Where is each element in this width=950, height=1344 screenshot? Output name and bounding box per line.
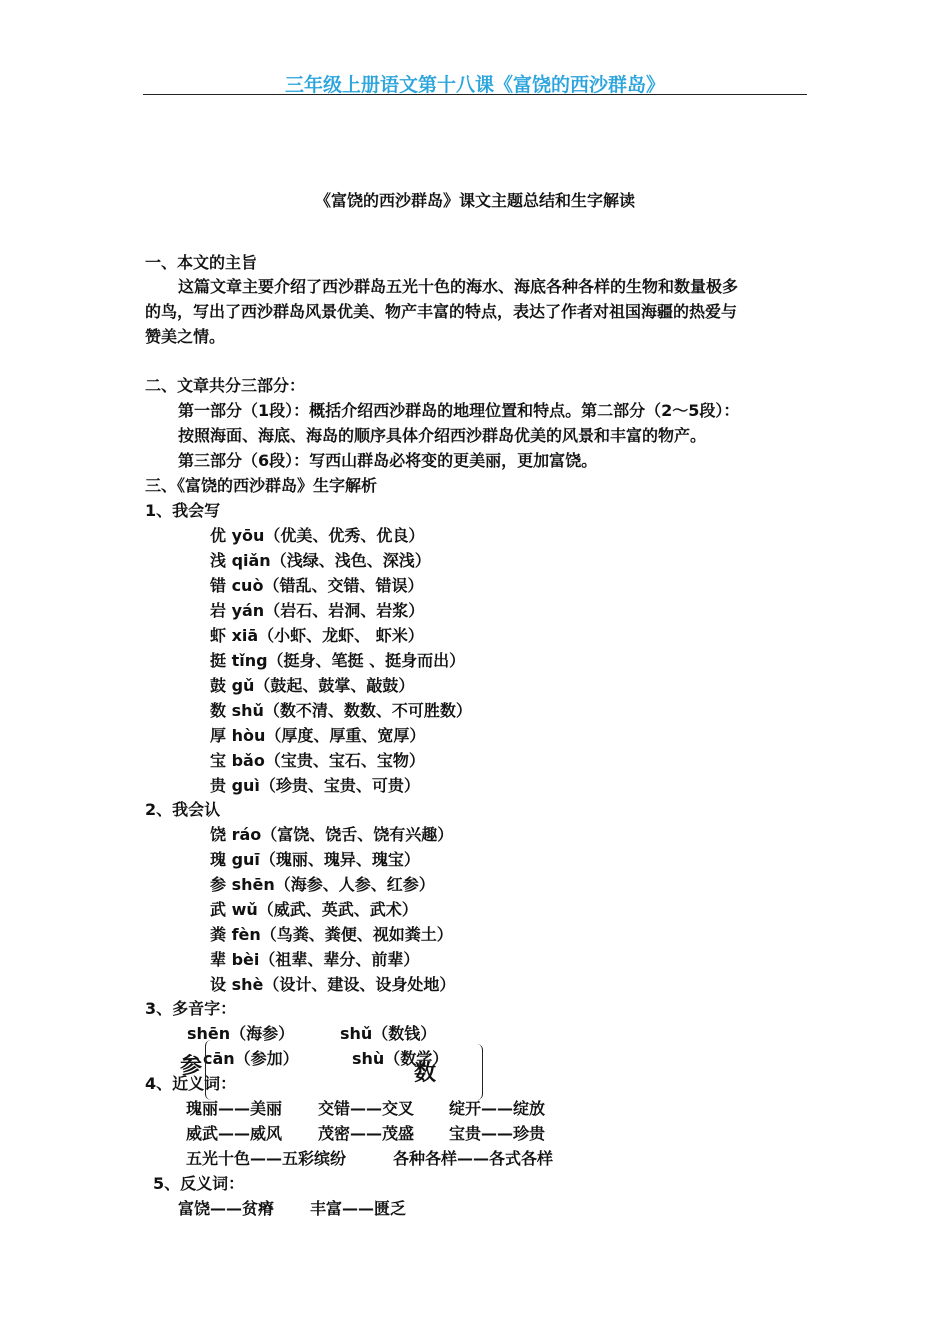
polyphone-shu-reading-2: shù（数学）	[352, 1049, 449, 1068]
write-item: 优 yōu（优美、优秀、优良）	[210, 526, 425, 545]
write-item: 虾 xiā（小虾、龙虾、 虾米）	[210, 626, 424, 645]
recognize-item: 辈 bèi（祖辈、辈分、前辈）	[210, 950, 420, 969]
header-title: 三年级上册语文第十八课《富饶的西沙群岛》	[284, 74, 665, 96]
polyphone-shu-reading-1: shǔ（数钱）	[340, 1024, 437, 1043]
synonym-pair: 绽开——绽放	[449, 1099, 546, 1118]
section2-line-2: 按照海面、海底、海岛的顺序具体介绍西沙群岛优美的风景和丰富的物产。	[178, 426, 707, 445]
section1-line-2: 的鸟，写出了西沙群岛风景优美、物产丰富的特点，表达了作者对祖国海疆的热爱与	[145, 302, 738, 321]
section3-heading: 三、《富饶的西沙群岛》生字解析	[145, 476, 378, 495]
write-item: 鼓 gǔ（鼓起、鼓掌、敲鼓）	[210, 676, 415, 695]
polyphone-char-can: 参	[180, 1054, 203, 1079]
write-item: 贵 guì（珍贵、宝贵、可贵）	[210, 776, 420, 795]
polyphone-can-reading-2: cān（参加）	[203, 1049, 299, 1068]
antonym-pair: 丰富——匮乏	[310, 1199, 407, 1218]
synonym-pair: 瑰丽——美丽	[186, 1099, 283, 1118]
antonym-pair: 富饶——贫瘠	[178, 1199, 275, 1218]
recognize-item: 武 wǔ（威武、英武、武术）	[210, 900, 418, 919]
section2-heading: 二、文章共分三部分：	[145, 376, 306, 395]
header-divider	[143, 94, 807, 95]
recognize-item: 瑰 guī（瑰丽、瑰异、瑰宝）	[210, 850, 420, 869]
antonyms-heading: 5、反义词：	[153, 1174, 245, 1193]
polyphone-can-reading-1: shēn（海参）	[187, 1024, 295, 1043]
write-item: 浅 qiǎn（浅绿、浅色、深浅）	[210, 551, 431, 570]
polyphone-brace-right	[472, 1044, 483, 1100]
synonyms-heading: 4、近义词：	[145, 1074, 237, 1093]
write-item: 岩 yán（岩石、岩洞、岩浆）	[210, 601, 425, 620]
section2-line-3: 第三部分（6段）：写西山群岛必将变的更美丽，更加富饶。	[178, 451, 598, 470]
write-item: 厚 hòu（厚度、厚重、宽厚）	[210, 726, 426, 745]
write-item: 数 shǔ（数不清、数数、不可胜数）	[210, 701, 472, 720]
write-heading: 1、我会写	[145, 501, 221, 520]
section1-line-3: 赞美之情。	[145, 327, 226, 346]
write-item: 挺 tǐng（挺身、笔挺 、挺身而出）	[210, 651, 466, 670]
write-item: 宝 bǎo（宝贵、宝石、宝物）	[210, 751, 425, 770]
section1-heading: 一、本文的主旨	[145, 253, 258, 272]
section1-line-1: 这篇文章主要介绍了西沙群岛五光十色的海水、海底各种各样的生物和数量极多	[178, 277, 739, 296]
recognize-item: 设 shè（设计、建设、设身处地）	[210, 975, 456, 994]
synonym-pair: 宝贵——珍贵	[449, 1124, 546, 1143]
synonym-pair: 各种各样——各式各样	[393, 1149, 554, 1168]
write-item: 错 cuò（错乱、交错、错误）	[210, 576, 424, 595]
synonym-pair: 威武——威风	[186, 1124, 283, 1143]
polyphone-heading: 3、多音字：	[145, 999, 237, 1018]
recognize-item: 饶 ráo（富饶、饶舌、饶有兴趣）	[210, 825, 454, 844]
synonym-pair: 茂密——茂盛	[318, 1124, 415, 1143]
document-title: 《富饶的西沙群岛》课文主题总结和生字解读	[314, 191, 635, 210]
recognize-item: 粪 fèn（鸟粪、粪便、视如粪土）	[210, 925, 453, 944]
polyphone-char-shu: 数	[414, 1061, 437, 1086]
synonym-pair: 交错——交叉	[318, 1099, 415, 1118]
recognize-item: 参 shēn（海参、人参、红参）	[210, 875, 435, 894]
synonym-pair: 五光十色——五彩缤纷	[186, 1149, 347, 1168]
recognize-heading: 2、我会认	[145, 800, 221, 819]
section2-line-1: 第一部分（1段）：概括介绍西沙群岛的地理位置和特点。第二部分（2～5段）：	[178, 401, 740, 420]
